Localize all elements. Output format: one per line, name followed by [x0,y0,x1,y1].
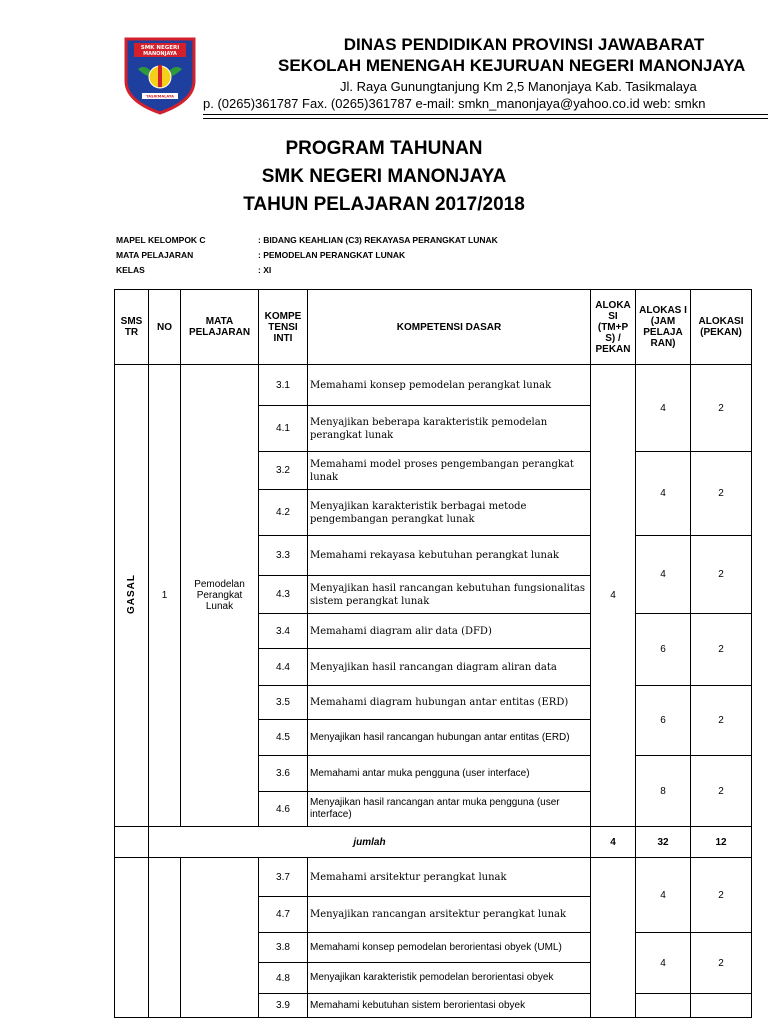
kd-text: Menyajikan karakteristik pemodelan berorientasi obyek [308,963,591,994]
header-address: Jl. Raya Gunungtanjung Km 2,5 Manonjaya Kab. Tasikmalaya [340,79,697,94]
kd-text: Menyajikan hasil rancangan kebutuhan fungsionalitas sistem perangkat lunak [308,576,591,614]
kd-code: 3.3 [259,536,308,576]
kd-text: Memahami konsep pemodelan berorientasi obyek (UML) [308,933,591,963]
allocation-tm: 4 [591,365,636,827]
academic-year: TAHUN PELAJARAN 2017/2018 [243,194,525,215]
allocation-tm [591,858,636,1018]
document-title: PROGRAM TAHUNAN [285,138,483,159]
allocation-weeks: 2 [691,933,752,994]
kd-code: 4.6 [259,792,308,827]
header-divider [203,114,768,115]
meta-value: : BIDANG KEAHLIAN (C3) REKAYASA PERANGKAT LUNAK [258,235,498,245]
document-subtitle: SMK NEGERI MANONJAYA [261,166,507,187]
allocation-hours: 6 [636,614,691,686]
col-header-allocation-weeks: ALOKASI (PEKAN) [691,290,752,365]
allocation-hours: 4 [636,858,691,933]
subject-name: Pemodelan Perangkat Lunak [181,365,259,827]
allocation-hours: 6 [636,686,691,756]
kd-text: Memahami diagram hubungan antar entitas (ERD) [308,686,591,720]
col-header-subject: MATA PELAJARAN [181,290,259,365]
allocation-weeks: 2 [691,365,752,452]
total-label: jumlah [149,827,591,858]
kd-text: Menyajikan hasil rancangan antar muka pengguna (user interface) [308,792,591,827]
meta-value: : XI [258,265,272,275]
annual-program-table [114,289,752,1018]
logo-text-mid: MANONJAYA [143,51,177,57]
total-weeks: 12 [691,827,752,858]
kd-code: 4.3 [259,576,308,614]
header-agency: DINAS PENDIDIKAN PROVINSI JAWABARAT [343,35,705,54]
logo-text-bottom: TASIKMALAYA [146,94,174,99]
kd-text: Memahami rekayasa kebutuhan perangkat lunak [308,536,591,576]
header-school-name: SEKOLAH MENENGAH KEJURUAN NEGERI MANONJAYA [278,56,746,75]
kd-text: Memahami antar muka pengguna (user interface) [308,756,591,792]
table-header-row [115,290,752,365]
logo-text-top: SMK NEGERI [140,45,180,51]
allocation-weeks: 2 [691,614,752,686]
kd-code: 3.4 [259,614,308,649]
meta-key: KELAS [116,265,145,275]
row-number [149,858,181,1018]
table-row [115,858,752,897]
kd-text: Memahami model proses pengembangan perangkat lunak [308,452,591,490]
kd-code: 4.8 [259,963,308,994]
allocation-weeks: 2 [691,858,752,933]
kd-code: 3.6 [259,756,308,792]
allocation-hours: 4 [636,365,691,452]
table-row [115,365,752,406]
meta-value: : PEMODELAN PERANGKAT LUNAK [258,250,406,260]
kd-text: Memahami diagram alir data (DFD) [308,614,591,649]
kd-code: 3.2 [259,452,308,490]
allocation-hours: 4 [636,536,691,614]
allocation-weeks: 2 [691,686,752,756]
kd-code: 3.8 [259,933,308,963]
allocation-hours: 4 [636,933,691,994]
allocation-weeks: 2 [691,756,752,827]
kd-code: 4.2 [259,490,308,536]
allocation-weeks: 2 [691,536,752,614]
total-hours: 32 [636,827,691,858]
kd-text: Memahami arsitektur perangkat lunak [308,858,591,897]
header-contact: p. (0265)361787 Fax. (0265)361787 e-mail: smkn_manonjaya@yahoo.co.id web: smkn [203,96,706,111]
kd-code: 3.7 [259,858,308,897]
kd-text: Memahami kebutuhan sistem berorientasi obyek [308,994,591,1018]
semester-cell [115,365,149,827]
kd-text: Menyajikan beberapa karakteristik pemodelan perangkat lunak [308,406,591,452]
col-header-semester: SMS TR [115,290,149,365]
col-header-allocation-hours: ALOKAS I (JAM PELAJA RAN) [636,290,691,365]
total-row [115,827,752,858]
kd-text: Menyajikan rancangan arsitektur perangkat lunak [308,897,591,933]
kd-code: 4.1 [259,406,308,452]
kd-code: 3.1 [259,365,308,406]
col-header-basic-competency: KOMPETENSI DASAR [308,290,591,365]
total-tm: 4 [591,827,636,858]
header-divider [203,118,768,119]
row-number: 1 [149,365,181,827]
subject-name [181,858,259,1018]
kd-code: 3.5 [259,686,308,720]
allocation-hours: 4 [636,452,691,536]
col-header-no: NO [149,290,181,365]
col-header-core-competency: KOMPE TENSI INTI [259,290,308,365]
school-logo [120,35,200,115]
allocation-weeks: 2 [691,452,752,536]
kd-text: Menyajikan hasil rancangan diagram aliran data [308,649,591,686]
kd-code: 4.7 [259,897,308,933]
col-header-allocation-tm: ALOKA SI (TM+P S) / PEKAN [591,290,636,365]
semester-cell [115,858,149,1018]
kd-code: 4.5 [259,720,308,756]
kd-text: Memahami konsep pemodelan perangkat lunak [308,365,591,406]
kd-text: Menyajikan hasil rancangan hubungan antar entitas (ERD) [308,720,591,756]
semester-label: GASAL [126,574,137,614]
kd-code: 3.9 [259,994,308,1018]
meta-key: MAPEL KELOMPOK C [116,235,206,245]
kd-text: Menyajikan karakteristik berbagai metode pengembangan perangkat lunak [308,490,591,536]
kd-code: 4.4 [259,649,308,686]
blank-cell [115,827,149,858]
allocation-hours: 8 [636,756,691,827]
meta-key: MATA PELAJARAN [116,250,194,260]
allocation-weeks [691,994,752,1018]
allocation-hours [636,994,691,1018]
